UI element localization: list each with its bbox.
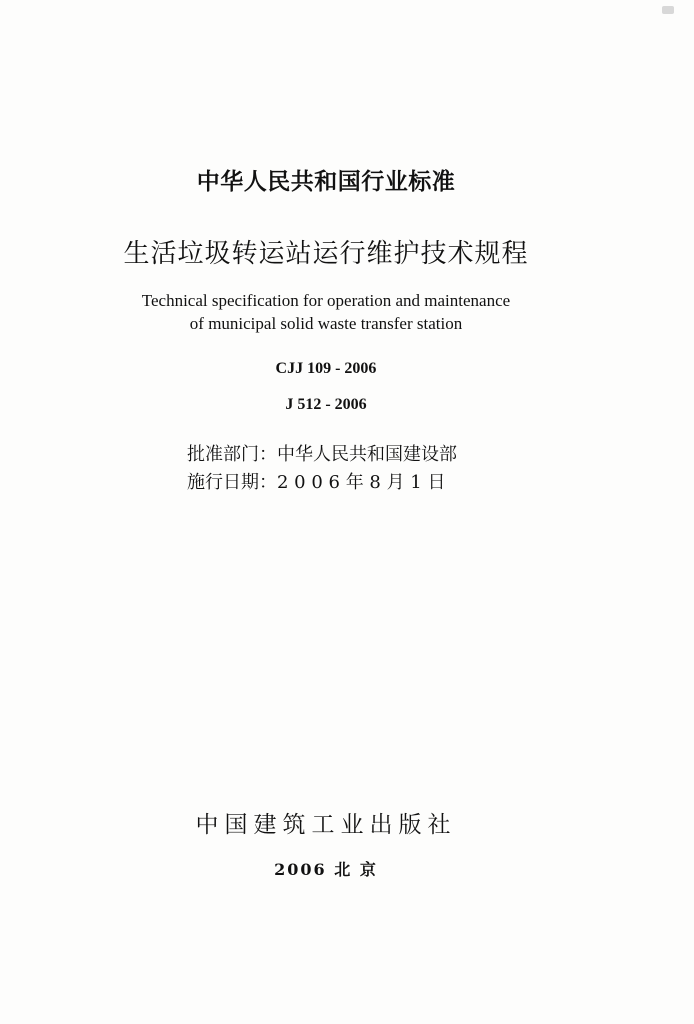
publication-year-city: 2006 北 京 [274,860,378,879]
scan-mark [662,6,674,14]
filing-code: J 512 - 2006 [285,396,367,413]
document-title-english-line2: of municipal solid waste transfer station [189,314,463,333]
effective-date: 施行日期：2 0 0 6 年 8 月 1 日 [187,472,446,493]
document-title-chinese: 生活垃圾转运站运行维护技术规程 [123,239,529,269]
publisher-name: 中国建筑工业出版社 [195,812,457,838]
standard-category: 中华人民共和国行业标准 [196,169,456,195]
approving-authority: 批准部门：中华人民共和国建设部 [187,444,457,465]
document-title-english-line1: Technical specification for operation and maintenance [141,291,511,310]
standard-code: CJJ 109 - 2006 [275,360,377,377]
